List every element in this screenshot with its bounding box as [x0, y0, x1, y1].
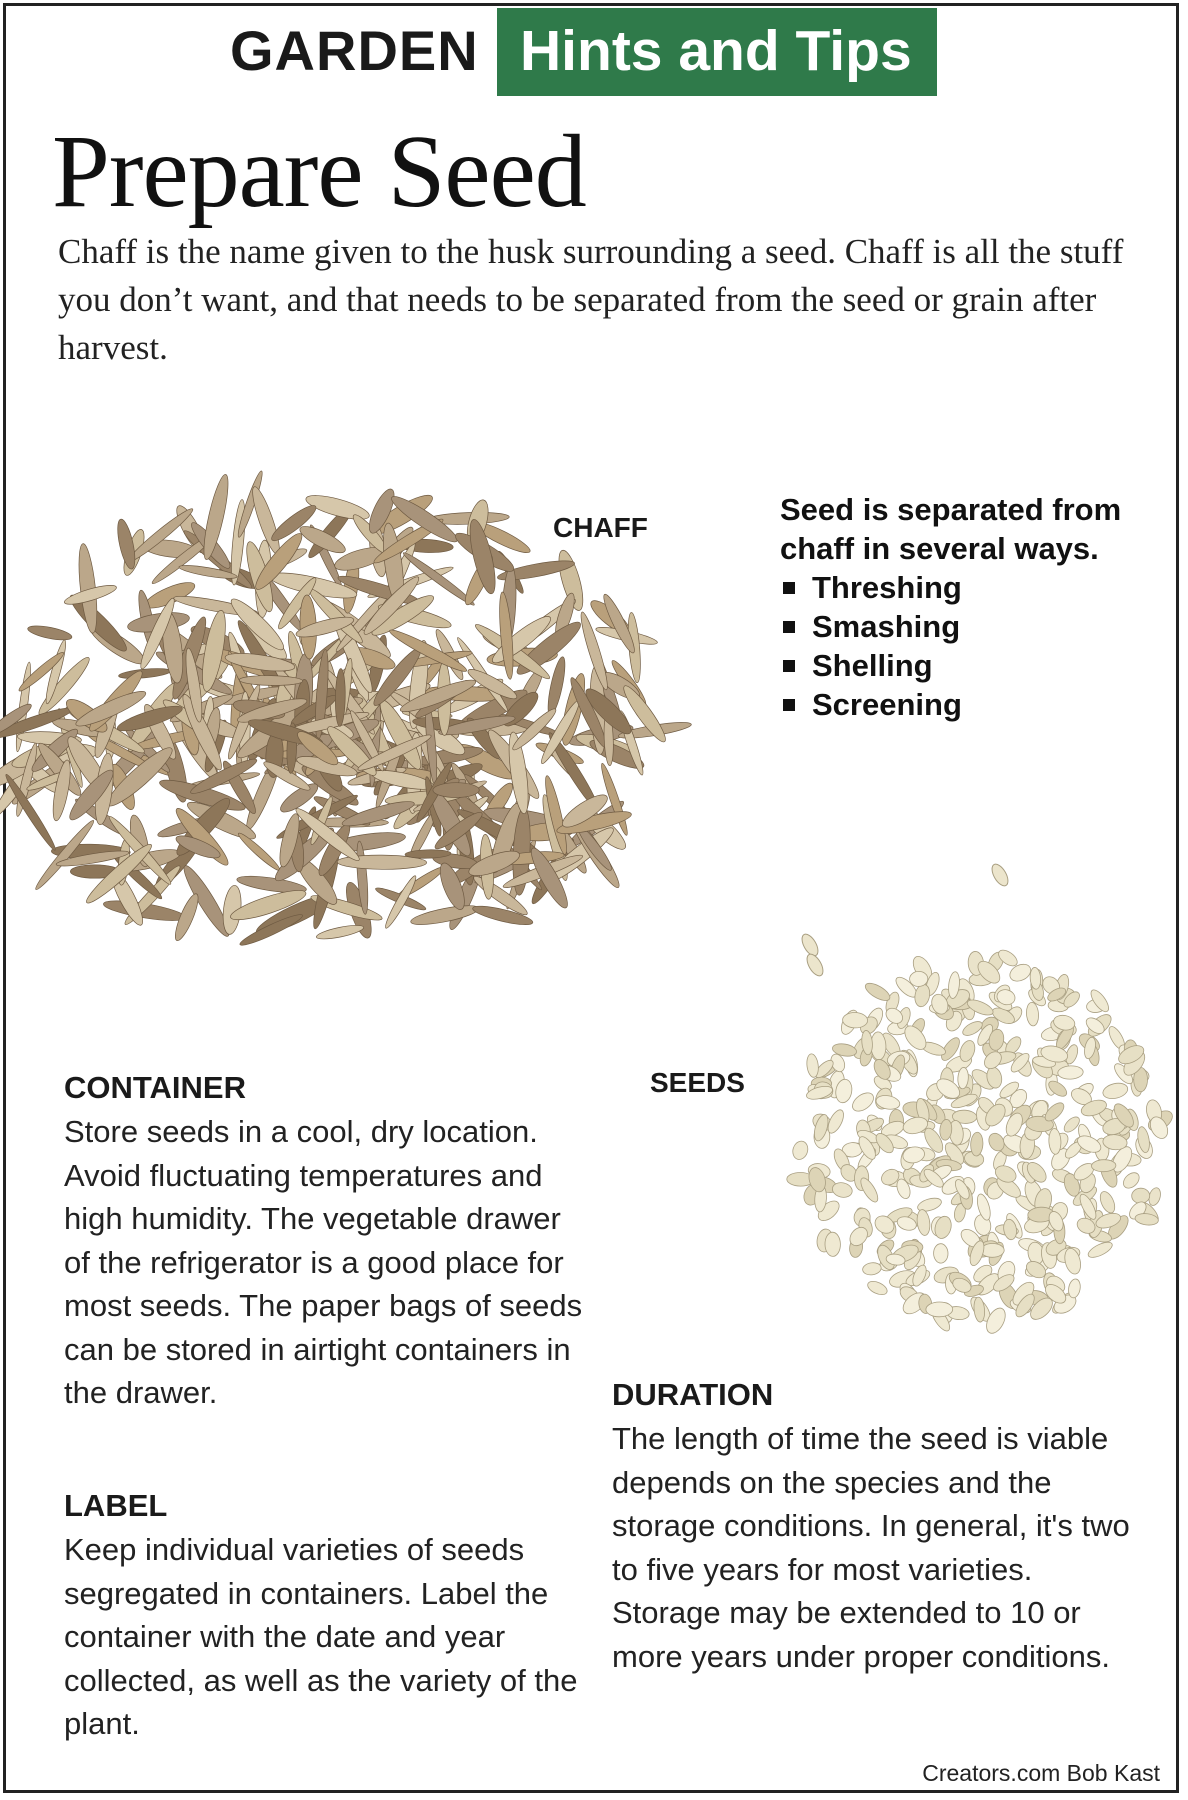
chaff-pile-image	[0, 415, 790, 1065]
list-item: Screening	[780, 685, 1140, 724]
seed	[916, 1209, 932, 1236]
seed	[842, 1012, 867, 1028]
seed	[989, 862, 1011, 889]
seed	[806, 1053, 820, 1078]
seed	[933, 1244, 948, 1264]
page-title: Prepare Seed	[52, 114, 586, 229]
label-section	[64, 1488, 584, 1746]
seed	[863, 980, 893, 1004]
seed	[866, 1279, 889, 1298]
seed	[973, 1297, 986, 1323]
credit-line: Creators.com Bob Kast	[922, 1760, 1160, 1786]
bullet-square-icon	[783, 699, 795, 711]
seed	[804, 952, 826, 979]
seed	[926, 1302, 953, 1317]
chaff-husk	[545, 656, 569, 717]
chaff-husk	[433, 783, 479, 798]
chaff-husk	[118, 667, 171, 680]
list-item: Shelling	[780, 646, 1140, 685]
label-body: Keep individual varieties of seeds segregated in containers. Label the container with the date and year collected, as well as the variety of the plant.	[64, 1532, 578, 1741]
seed	[825, 1232, 841, 1256]
intro-paragraph: Chaff is the name given to the husk surrounding a seed. Chaff is all the stuff you don’t want, and that needs to be separated from the seed or grain after harvest.	[58, 232, 1124, 367]
seed	[1086, 1239, 1114, 1260]
container-section	[64, 1070, 584, 1415]
header-garden: GARDEN	[230, 19, 479, 82]
chaff-husk	[315, 923, 364, 942]
chaff-label: CHAFF	[553, 512, 648, 543]
duration-body: The length of time the seed is viable depends on the species and the storage conditions. In general, it's two to five years for most varieties. Storage may be extended to 10 or more years under proper conditions.	[612, 1421, 1130, 1674]
seeds-label: SEEDS	[650, 1067, 745, 1098]
seed	[970, 1132, 984, 1156]
list-item: Threshing	[780, 568, 1140, 607]
container-heading: CONTAINER	[64, 1070, 246, 1105]
bullet-square-icon	[783, 660, 795, 672]
header-hints-and-tips: Hints and Tips	[520, 19, 912, 83]
seed	[1120, 1170, 1142, 1192]
seed	[1131, 1188, 1150, 1204]
separation-methods	[780, 490, 1140, 724]
chaff-husk	[471, 902, 534, 928]
bullet-square-icon	[783, 582, 795, 594]
chaff-husk	[27, 623, 73, 643]
seed	[909, 971, 928, 987]
seed	[1101, 1081, 1129, 1101]
seed	[862, 1262, 882, 1277]
seed	[849, 1089, 877, 1115]
chaff-husk	[236, 830, 282, 873]
seed	[1091, 1159, 1116, 1172]
methods-list	[780, 568, 1140, 724]
container-body: Store seeds in a cool, dry location. Avoid fluctuating temperatures and high humidity. The vegetable drawer of the refrigerator is a good place for most seeds. The paper bags of seeds can be stored in airtight containers in the drawer.	[64, 1114, 583, 1410]
duration-heading: DURATION	[612, 1377, 774, 1412]
label-heading: LABEL	[64, 1488, 168, 1523]
seed	[1048, 1128, 1061, 1154]
list-item: Smashing	[780, 607, 1140, 646]
bullet-square-icon	[783, 621, 795, 633]
separation-methods-title: Seed is separated from chaff in several ways.	[780, 492, 1122, 566]
seeds-pile-image	[780, 850, 1180, 1370]
seed	[791, 1139, 810, 1161]
duration-section	[612, 1377, 1132, 1678]
seed	[1026, 1002, 1040, 1026]
